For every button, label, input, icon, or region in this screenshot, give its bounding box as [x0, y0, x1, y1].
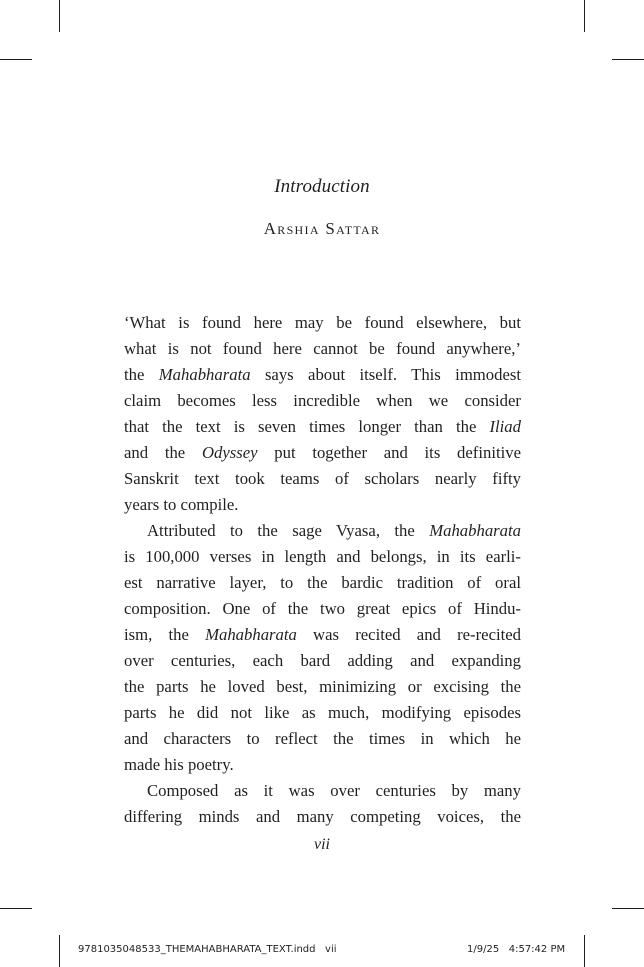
crop-mark-bottom-left-vertical	[59, 935, 60, 967]
paragraph-1	[124, 310, 521, 518]
crop-mark-bottom-right-vertical	[584, 935, 585, 967]
text-line: ‘What is found here may be found elsewhere, but	[124, 313, 521, 332]
italic-title: Mahabharata	[429, 521, 521, 540]
crop-mark-bottom-right-horizontal	[612, 908, 644, 909]
text-line: and the Odyssey put together and its definitive	[124, 443, 521, 462]
italic-title: Odyssey	[201, 443, 258, 462]
text-line: Attributed to the sage Vyasa, the Mahabharata	[147, 521, 521, 540]
text-line: over centuries, each bard adding and expanding	[124, 651, 521, 670]
text-line: is 100,000 verses in length and belongs, in its earli-	[124, 547, 521, 566]
text-line: the parts he loved best, minimizing or excising the	[124, 677, 521, 696]
print-slug-timestamp: 1/9/25 4:57:42 PM	[467, 944, 566, 955]
text-line: claim becomes less incredible when we consider	[124, 391, 521, 410]
crop-mark-top-left-horizontal	[0, 59, 32, 60]
text-line: what is not found here cannot be found anywhere,’	[124, 339, 521, 358]
text-line: ism, the Mahabharata was recited and re-recited	[124, 625, 522, 644]
italic-title: Mahabharata	[205, 625, 297, 644]
text-line: composition. One of the two great epics of Hindu-	[124, 599, 521, 618]
text-line: Composed as it was over centuries by many	[147, 781, 521, 800]
print-slug-filename: 9781035048533_THEMAHABHARATA_TEXT.indd vii	[78, 944, 337, 955]
text-line: years to compile.	[124, 495, 239, 514]
italic-title: Iliad	[489, 417, 521, 436]
page-number: vii	[314, 836, 330, 853]
text-line: parts he did not like as much, modifying episodes	[124, 703, 521, 722]
text-line: Sanskrit text took teams of scholars nearly fifty	[124, 469, 521, 488]
italic-title: Mahabharata	[158, 365, 251, 384]
text-line: differing minds and many competing voices, the	[124, 807, 521, 826]
crop-mark-top-right-horizontal	[612, 59, 644, 60]
text-line: made his poetry.	[124, 755, 234, 774]
text-line: the Mahabharata says about itself. This immodest	[124, 365, 522, 384]
crop-mark-top-left-vertical	[59, 0, 60, 32]
crop-mark-bottom-left-horizontal	[0, 908, 32, 909]
crop-mark-top-right-vertical	[584, 0, 585, 32]
chapter-author: Arshia Sattar	[263, 219, 381, 238]
chapter-title: Introduction	[274, 176, 370, 197]
paragraph-2	[124, 518, 521, 778]
text-line: and characters to reflect the times in which he	[124, 729, 521, 748]
body-text	[124, 310, 521, 830]
paragraph-3	[124, 778, 521, 830]
text-line: that the text is seven times longer than the Iliad	[124, 417, 521, 436]
text-line: est narrative layer, to the bardic tradition of oral	[124, 573, 521, 592]
